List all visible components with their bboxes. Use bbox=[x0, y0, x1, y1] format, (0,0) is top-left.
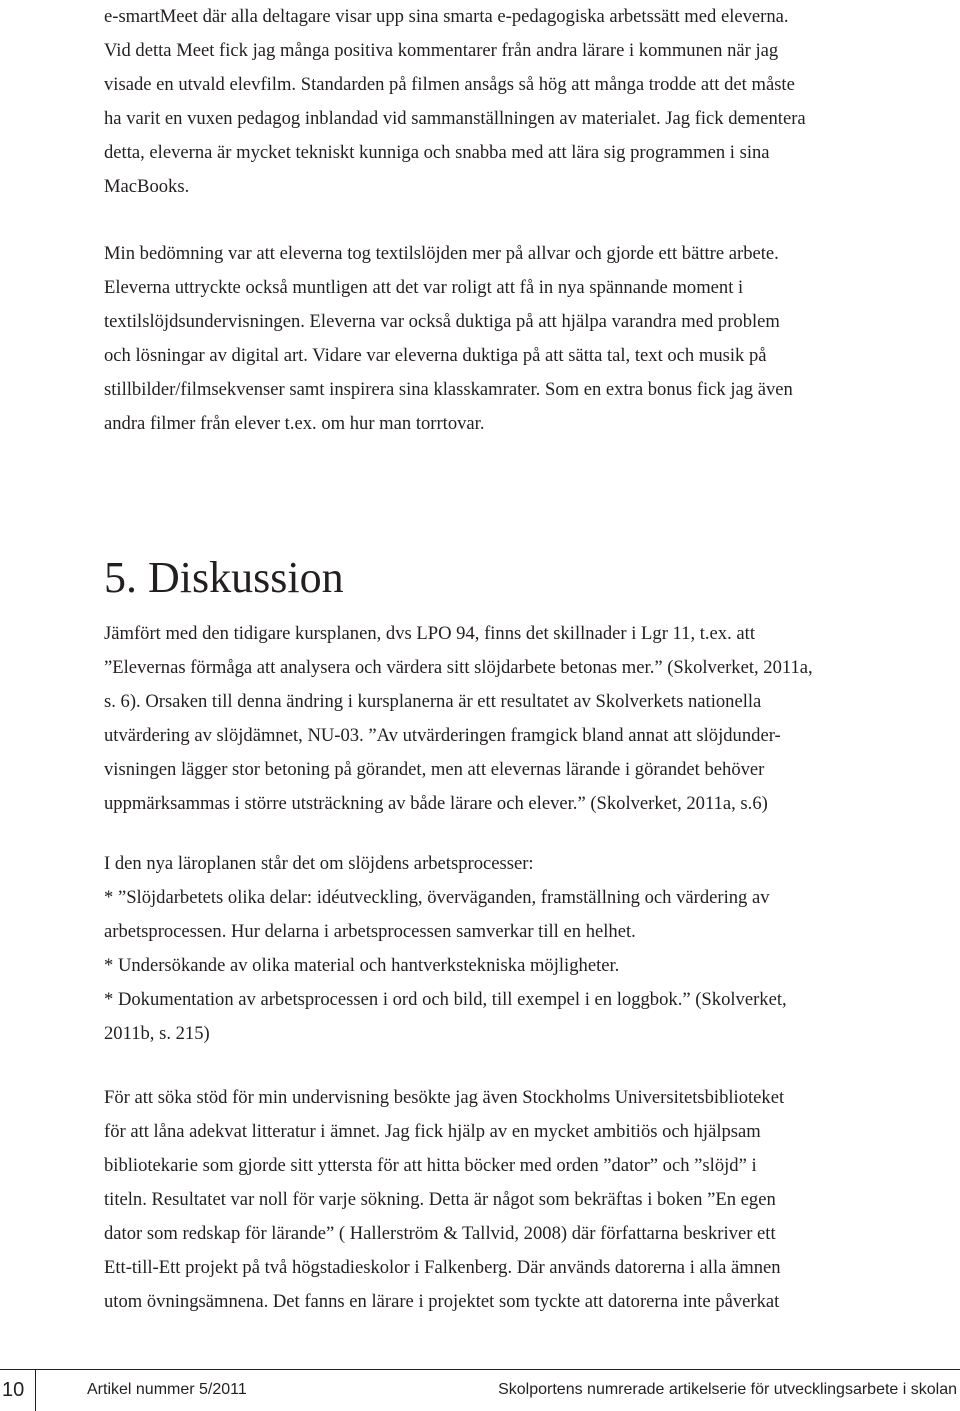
text-line: stillbilder/filmsekvenser samt inspirera sina klasskamrater. Som en extra bonus fick jag även bbox=[104, 379, 793, 400]
text-line: uppmärksammas i större utsträckning av både lärare och elever.” (Skolverket, 2011a, s.6) bbox=[104, 793, 768, 814]
page-number: 10 bbox=[0, 1369, 36, 1411]
text-line: arbetsprocessen. Hur delarna i arbetsprocessen samverkar till en helhet. bbox=[104, 921, 636, 942]
text-line: ”Elevernas förmåga att analysera och värdera sitt slöjdarbete betonas mer.” (Skolverket, 2011a, bbox=[104, 657, 813, 678]
text-line: För att söka stöd för min undervisning besökte jag även Stockholms Universitetsbiblioteket bbox=[104, 1087, 785, 1108]
series-label: Skolportens numrerade artikelserie för utvecklingsarbete i skolan bbox=[498, 1381, 957, 1398]
text-line: utom övningsämnena. Det fanns en lärare i projektet som tyckte att datorerna inte påverkat bbox=[104, 1291, 780, 1312]
paragraph-assessment bbox=[104, 237, 940, 441]
text-line: Eleverna uttryckte också muntligen att det var roligt att få in nya spännande moment i bbox=[104, 277, 744, 298]
text-line: dator som redskap för lärande” ( Hallerström & Tallvid, 2008) där författarna beskriver ett bbox=[104, 1223, 776, 1244]
list-item: * ”Slöjdarbetets olika delar: idéutveckling, överväganden, framställning och värdering av bbox=[104, 887, 770, 908]
text-line: Jämfört med den tidigare kursplanen, dvs LPO 94, finns det skillnader i Lgr 11, t.ex. att bbox=[104, 623, 755, 644]
paragraph-library-search bbox=[104, 1081, 940, 1319]
text-line: detta, eleverna är mycket tekniskt kunniga och snabba med att lära sig programmen i sina bbox=[104, 142, 770, 163]
text-line: bibliotekarie som gjorde sitt yttersta för att hitta böcker med orden ”dator” och ”slöjd” i bbox=[104, 1155, 757, 1176]
text-line: Vid detta Meet fick jag många positiva kommentarer från andra lärare i kommunen när jag bbox=[104, 40, 779, 61]
section-heading: 5. Diskussion bbox=[104, 553, 344, 602]
list-item: * Undersökande av olika material och hantverkstekniska möjligheter. bbox=[104, 955, 620, 976]
text-line: visade en utvald elevfilm. Standarden på filmen ansågs så hög att många trodde att det måste bbox=[104, 74, 795, 95]
issue-label: Artikel nummer 5/2011 bbox=[87, 1381, 247, 1398]
text-line: utvärdering av slöjdämnet, NU-03. ”Av utvärderingen framgick bland annat att slöjdunder- bbox=[104, 725, 781, 746]
text-line: andra filmer från elever t.ex. om hur man torrtovar. bbox=[104, 413, 485, 434]
page-footer bbox=[0, 1369, 960, 1411]
page-content bbox=[104, 0, 940, 1319]
text-line: Min bedömning var att eleverna tog textilslöjden mer på allvar och gjorde ett bättre arbete. bbox=[104, 243, 779, 264]
text-line: för att låna adekvat litteratur i ämnet. Jag fick hjälp av en mycket ambitiös och hjälpsam bbox=[104, 1121, 761, 1142]
text-line: Ett-till-Ett projekt på två högstadieskolor i Falkenberg. Där används datorerna i alla ämnen bbox=[104, 1257, 781, 1278]
text-line: ha varit en vuxen pedagog inblandad vid sammanställningen av materialet. Jag fick dementera bbox=[104, 108, 806, 129]
list-item: * Dokumentation av arbetsprocessen i ord och bild, till exempel i en loggbok.” (Skolverket, bbox=[104, 989, 787, 1010]
text-line: I den nya läroplanen står det om slöjdens arbetsprocesser: bbox=[104, 853, 534, 874]
text-line: 2011b, s. 215) bbox=[104, 1023, 210, 1044]
text-line: s. 6). Orsaken till denna ändring i kursplanerna är ett resultatet av Skolverkets nationella bbox=[104, 691, 762, 712]
text-line: e-smartMeet där alla deltagare visar upp sina smarta e-pedagogiska arbetssätt med eleverna. bbox=[104, 6, 789, 27]
text-line: och lösningar av digital art. Vidare var eleverna duktiga på att sätta tal, text och musik på bbox=[104, 345, 767, 366]
paragraph-curriculum-comparison bbox=[104, 617, 940, 821]
text-line: textilslöjdsundervisningen. Eleverna var också duktiga på att hjälpa varandra med problem bbox=[104, 311, 780, 332]
paragraph-intro-continued bbox=[104, 0, 940, 204]
text-line: visningen lägger stor betoning på görandet, men att elevernas lärande i görandet behöver bbox=[104, 759, 765, 780]
text-line: MacBooks. bbox=[104, 176, 190, 197]
text-line: titeln. Resultatet var noll för varje sökning. Detta är något som bekräftas i boken ”En egen bbox=[104, 1189, 776, 1210]
paragraph-work-processes bbox=[104, 847, 940, 1051]
